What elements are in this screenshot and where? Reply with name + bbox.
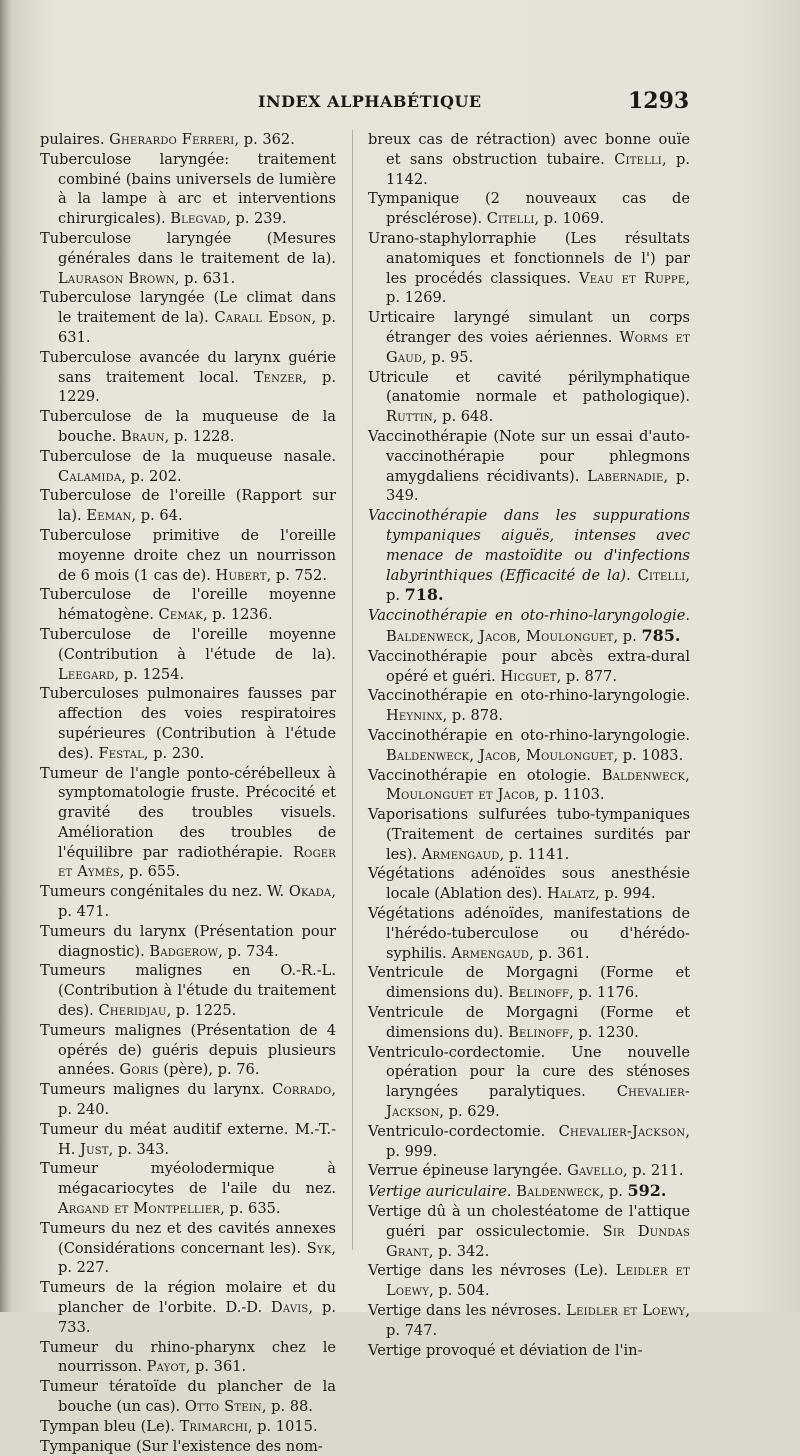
entry-page-ref: , p. 1103.: [534, 786, 605, 804]
entry-page-ref: , p.: [599, 1183, 628, 1201]
entry-page-ref: , p. 1225.: [166, 1002, 237, 1020]
entry-author: Trimarchi: [179, 1417, 248, 1435]
entry-page-ref: , p. 240.: [58, 1081, 337, 1119]
entry-bold-page: 718.: [404, 585, 444, 605]
entry-text: Tumeurs malignes (Présentation de 4 opérés de) guéris depuis plusieurs années.: [40, 1021, 336, 1079]
entry-page-ref: , p. 877.: [556, 667, 617, 685]
entry-page-ref: , p. 504.: [429, 1282, 490, 1300]
entry-text: Vaccinothérapie en oto-rhino-laryngologie.: [368, 687, 690, 705]
index-entry: [40, 1338, 336, 1378]
entry-author: Heyninx: [386, 707, 443, 725]
entry-text: Tumeur myéolodermique à mégacariocytes de l'aile du nez.: [40, 1160, 336, 1198]
entry-author: Leidler et Loewy: [566, 1302, 686, 1320]
entry-text: Tuberculose laryngée: traitement combiné (bains universels de lumière à la lampe à arc et interventions chirurgicales).: [40, 150, 336, 228]
index-column-left: [40, 130, 336, 1456]
entry-page-ref: , p. 349.: [386, 467, 690, 505]
index-entry: [40, 625, 336, 684]
index-entry: [40, 1219, 336, 1278]
entry-page-ref: , p. 239.: [226, 210, 287, 228]
index-entry: [368, 130, 690, 189]
entry-text: Tumeur de l'angle ponto-cérébelleux à symptomatologie fruste. Précocité et gravité des troubles visuels. Amélioration des troubles de l'équilibre par radiothérapie.: [40, 764, 336, 861]
entry-text: Vertige dans les névroses (Le).: [368, 1262, 609, 1280]
column-divider: [352, 130, 353, 1250]
entry-page-ref: , p. 635.: [220, 1200, 281, 1218]
index-entry: [40, 130, 336, 150]
entry-text: Tuberculose avancée du larynx guérie sans traitement local.: [40, 348, 336, 386]
index-entry: [368, 1122, 690, 1162]
index-entry: [368, 726, 690, 766]
entry-text: Tuberculose de l'oreille moyenne hématogène.: [40, 586, 336, 624]
entry-page-ref: , p. 211.: [623, 1162, 684, 1180]
entry-author: Labernadie: [587, 467, 664, 485]
index-entry: [40, 961, 336, 1020]
entry-text: Vaccinothérapie en oto-rhino-laryngologie.: [368, 726, 690, 744]
entry-author: Belinoff: [508, 1023, 570, 1041]
entry-author: Citelli: [637, 566, 686, 584]
entry-text: Tympanique (2 nouveaux cas de présclérose).: [368, 190, 690, 228]
entry-text: Vertige auriculaire.: [368, 1183, 512, 1201]
entry-text: Végétations adénoïdes, manifestations de l'hérédo-tuberculose ou d'hérédo-syphilis.: [368, 905, 690, 962]
index-entry: [40, 684, 336, 763]
entry-author: Roger et Aymès: [58, 843, 336, 881]
entry-author: Badgerow: [149, 942, 219, 960]
entry-page-ref: , p. 88.: [261, 1398, 313, 1415]
entry-page-ref: , p. 631.: [58, 309, 336, 346]
entry-page-ref: , p. 202.: [121, 467, 182, 485]
entry-text: Verrue épineuse laryngée.: [368, 1162, 563, 1180]
entry-page-ref: , p. 362.: [234, 131, 295, 148]
entry-page-ref: , p. 734.: [218, 942, 279, 960]
index-entry: [368, 1003, 690, 1043]
entry-page-ref: , p. 655.: [119, 863, 181, 881]
index-entry: [368, 1161, 690, 1181]
entry-text: Vaporisations sulfurées tubo-tympaniques (Traitement de certaines surdités par les).: [368, 806, 690, 863]
index-entry: [40, 1120, 336, 1160]
entry-page-ref: , p. 1142.: [386, 150, 690, 188]
entry-text: Tumeurs du larynx (Présentation pour diagnostic).: [40, 922, 336, 960]
entry-bold-page: 592.: [627, 1181, 667, 1201]
entry-page-ref: , p. 1083.: [613, 746, 684, 764]
index-entry: [368, 647, 690, 687]
entry-text: Vaccinothérapie en otologie.: [368, 766, 592, 784]
entry-text: Tuberculose de l'oreille moyenne (Contribution à l'étude de la).: [40, 625, 336, 663]
entry-text: Tumeurs malignes en O.-R.-L. (Contribution à l'étude du traitement des).: [40, 962, 336, 1020]
index-entry: [368, 427, 690, 506]
entry-page-ref: , p. 752.: [266, 566, 327, 584]
index-entry: [368, 229, 690, 308]
index-entry: [368, 1043, 690, 1122]
entry-author: Baldenweck, Moulonguet et Jacob: [386, 766, 691, 804]
entry-page-ref: , p.: [386, 566, 690, 605]
entry-text: Tumeurs malignes du larynx.: [40, 1081, 265, 1099]
entry-page-ref: , p. 994.: [595, 885, 656, 903]
entry-page-ref: , p. 95.: [422, 348, 474, 366]
entry-author: Cheridjau: [98, 1002, 167, 1020]
entry-author: Leegard: [58, 665, 115, 683]
page-spine-shadow: [0, 0, 12, 1312]
entry-text: Ventriculo-cordectomie.: [368, 1122, 546, 1140]
entry-text: pulaires.: [40, 131, 105, 148]
index-entry: [40, 1417, 336, 1437]
index-entry: [40, 526, 336, 585]
entry-author: Hubert: [215, 566, 267, 584]
entry-author: Carall Edson: [214, 309, 312, 327]
index-entry: [40, 1080, 336, 1120]
entry-page-ref: , p. 361.: [529, 944, 590, 962]
index-entry: [40, 1377, 336, 1417]
entry-text: Vaccinothérapie (Note sur un essai d'auto-vaccinothérapie pour phlegmons amygdaliens récidivants).: [368, 427, 690, 485]
index-entry: [368, 904, 690, 963]
entry-page-ref: , p. 631.: [174, 269, 236, 287]
entry-text: Tuberculose de la muqueuse de la bouche.: [40, 408, 336, 445]
entry-author: Blegvad: [170, 210, 227, 228]
index-entry: [40, 407, 336, 447]
index-entry: [40, 882, 336, 922]
index-entry: [368, 368, 690, 427]
index-entry: [368, 805, 690, 864]
entry-author: Worms et Gaud: [386, 328, 691, 366]
entry-page-ref: , p. 1236.: [202, 606, 273, 624]
entry-text: Ventriculo-cordectomie. Une nouvelle opération pour la cure des sténoses laryngées paralytiques.: [368, 1043, 690, 1101]
entry-text: Tumeurs de la région molaire et du plancher de l'orbite. D.-D.: [40, 1279, 336, 1317]
entry-author: Chevalier-Jackson: [558, 1122, 686, 1140]
index-entry: [368, 1181, 690, 1202]
entry-page-ref: , p. 1141.: [499, 845, 570, 863]
entry-text: Vertige dans les névroses.: [368, 1302, 562, 1320]
index-entry: [368, 766, 690, 806]
entry-text: Tuberculoses pulmonaires fausses par affection des voies respiratoires supérieures (Contribution à l'étude des).: [40, 685, 336, 762]
entry-page-ref: , p. 1254.: [114, 665, 185, 683]
entry-page-ref: , p. 747.: [386, 1302, 691, 1339]
entry-author: Eeman: [86, 507, 132, 525]
index-entry: [40, 1278, 336, 1337]
entry-text: Tumeur du rhino-pharynx chez le nourrisson.: [40, 1338, 336, 1376]
entry-page-ref: , p. 64.: [131, 507, 183, 525]
entry-text: Tympan bleu (Le).: [40, 1417, 175, 1435]
entry-author: Veau et Ruppe: [579, 269, 686, 287]
entry-author: Armengaud: [451, 944, 530, 962]
entry-page-ref: , p. 1230.: [569, 1023, 639, 1041]
index-entry: [368, 864, 690, 904]
entry-author: Belinoff: [508, 984, 570, 1002]
entry-page-ref: , p. 1269.: [386, 269, 690, 307]
entry-page-ref: , p. 878.: [442, 707, 504, 725]
index-entry: [40, 486, 336, 526]
entry-author: Baldenweck: [516, 1183, 600, 1201]
entry-text: Tumeur tératoïde du plancher de la bouche (un cas).: [40, 1378, 336, 1415]
entry-text: Vertige dû à un cholestéatome de l'attique guéri par ossiculectomie.: [368, 1203, 690, 1240]
entry-text: breux cas de rétraction) avec bonne ouïe et sans obstruction tubaire.: [368, 131, 690, 168]
index-entry: [40, 229, 336, 288]
index-entry: [368, 506, 690, 606]
entry-author: Baldenweck, Jacob, Moulonguet: [386, 746, 614, 764]
entry-author: Otto Stein: [184, 1398, 262, 1415]
entry-text: Vaccinothérapie en oto-rhino-laryngologie.: [368, 607, 690, 625]
entry-author: Goris: [119, 1061, 159, 1079]
index-entry: [368, 1202, 690, 1261]
entry-author: Braun: [121, 427, 165, 445]
entry-page-ref: , p.: [613, 627, 642, 645]
entry-page-ref: , p. 1176.: [569, 984, 639, 1002]
entry-author: Gavello: [567, 1162, 623, 1180]
entry-author: Citelli: [614, 150, 662, 168]
entry-author: Just: [80, 1140, 109, 1158]
entry-author: Laurason Brown: [58, 269, 175, 287]
index-entry: [40, 447, 336, 487]
entry-page-ref: , p. 648.: [432, 408, 494, 426]
index-entry: [40, 764, 336, 883]
entry-author: Gherardo Ferreri: [109, 131, 235, 148]
entry-page-ref: , p. 999.: [386, 1122, 690, 1160]
entry-author: Payot: [146, 1358, 186, 1376]
entry-author: Ruttin: [386, 408, 433, 426]
entry-author: Corrado: [272, 1081, 332, 1099]
entry-page-ref: , p. 1015.: [247, 1417, 318, 1435]
entry-text: Tuberculose laryngée (Mesures générales dans le traitement de la).: [40, 229, 336, 267]
entry-author: Chevalier-Jackson: [386, 1083, 691, 1121]
entry-text: Vaccinothérapie dans les suppurations tympaniques aiguës, intenses avec menace de mastoïdite ou d'infections labyrinthiques (Efficacité de la).: [368, 507, 690, 584]
entry-page-ref: , p. 342.: [428, 1242, 490, 1260]
entry-page-ref: , p. 230.: [143, 744, 205, 762]
entry-author: Halatz: [547, 885, 596, 903]
entry-text: Ventricule de Morgagni (Forme et dimensions du).: [368, 964, 690, 1002]
entry-page-ref: , p. 733.: [58, 1299, 336, 1336]
entry-author: Citelli: [486, 210, 535, 228]
index-entry: [368, 1261, 690, 1301]
running-title: INDEX ALPHABÉTIQUE: [258, 92, 482, 111]
entry-text: Ventricule de Morgagni (Forme et dimensions du).: [368, 1004, 690, 1041]
entry-author: Calamida: [58, 467, 122, 485]
index-entry: [40, 922, 336, 962]
entry-author: Armengaud: [421, 845, 500, 863]
entry-text: Vertige provoqué et déviation de l'in-: [368, 1341, 643, 1359]
entry-text: Vaccinothérapie pour abcès extra-dural opéré et guéri.: [368, 647, 690, 685]
entry-page-ref: , p. 1228.: [164, 427, 235, 445]
entry-text: Urticaire laryngé simulant un corps étranger des voies aériennes.: [368, 309, 690, 346]
entry-text: Tuberculose de l'oreille (Rapport sur la).: [40, 487, 336, 525]
entry-text: Tympanique (Sur l'existence des nom-: [40, 1437, 323, 1455]
entry-author: Argand et Montpellier: [58, 1200, 221, 1218]
entry-page-ref: (père), p. 76.: [158, 1061, 260, 1079]
index-entry: [368, 189, 690, 229]
entry-page-ref: , p. 343.: [108, 1140, 170, 1158]
index-entry: [40, 1021, 336, 1080]
entry-author: Davis: [271, 1299, 309, 1317]
index-entry: [40, 288, 336, 347]
index-entry: [368, 308, 690, 367]
entry-text: Tuberculose primitive de l'oreille moyenne droite chez un nourrisson de 6 mois (1 cas de).: [40, 526, 336, 584]
entry-author: Sir Dundas Grant: [386, 1222, 690, 1260]
entry-author: Festal: [98, 744, 144, 762]
index-entry: [368, 963, 690, 1003]
entry-text: Utricule et cavité périlymphatique (anatomie normale et pathologique).: [368, 368, 690, 406]
entry-page-ref: , p. 1229.: [58, 368, 336, 406]
entry-page-ref: , p. 1069.: [534, 210, 605, 228]
index-entry: [40, 585, 336, 625]
entry-author: Cemak: [158, 606, 203, 624]
index-entry: [40, 1159, 336, 1218]
entry-author: Baldenweck, Jacob, Moulonguet: [386, 627, 614, 645]
entry-author: Syk: [306, 1239, 332, 1257]
entry-text: Tuberculose de la muqueuse nasale.: [40, 447, 336, 465]
entry-page-ref: , p. 629.: [439, 1103, 500, 1121]
index-entry: [368, 1301, 690, 1341]
entry-text: Végétations adénoïdes sous anesthésie locale (Ablation des).: [368, 865, 690, 903]
index-entry: [40, 150, 336, 229]
entry-author: Tenzer: [253, 368, 303, 386]
entry-author: Hicguet: [500, 667, 557, 685]
index-entry: [368, 686, 690, 726]
entry-page-ref: , p. 471.: [58, 883, 336, 921]
entry-text: Urano-staphylorraphie (Les résultats anatomiques et fonctionnels de l') par les procédés classiques.: [368, 229, 690, 287]
entry-author: Leidler et Loewy: [386, 1262, 690, 1300]
page-number: 1293: [628, 88, 690, 114]
entry-page-ref: , p. 361.: [185, 1358, 247, 1376]
index-entry: [40, 1437, 336, 1456]
index-column-right: [368, 130, 690, 1360]
index-entry: [368, 1341, 690, 1361]
index-entry: [368, 606, 690, 647]
entry-page-ref: , p. 227.: [58, 1239, 337, 1277]
entry-text: Tuberculose laryngée (Le climat dans le traitement de la).: [40, 289, 336, 327]
index-entry: [40, 348, 336, 407]
entry-bold-page: 785.: [641, 625, 681, 645]
entry-text: Tumeurs congénitales du nez. W.: [40, 883, 285, 901]
entry-text: Tumeurs du nez et des cavités annexes (Considérations concernant les).: [40, 1219, 336, 1257]
entry-author: Okada: [288, 883, 332, 901]
entry-text: Tumeur du méat auditif externe. M.-T.-H.: [40, 1120, 336, 1158]
